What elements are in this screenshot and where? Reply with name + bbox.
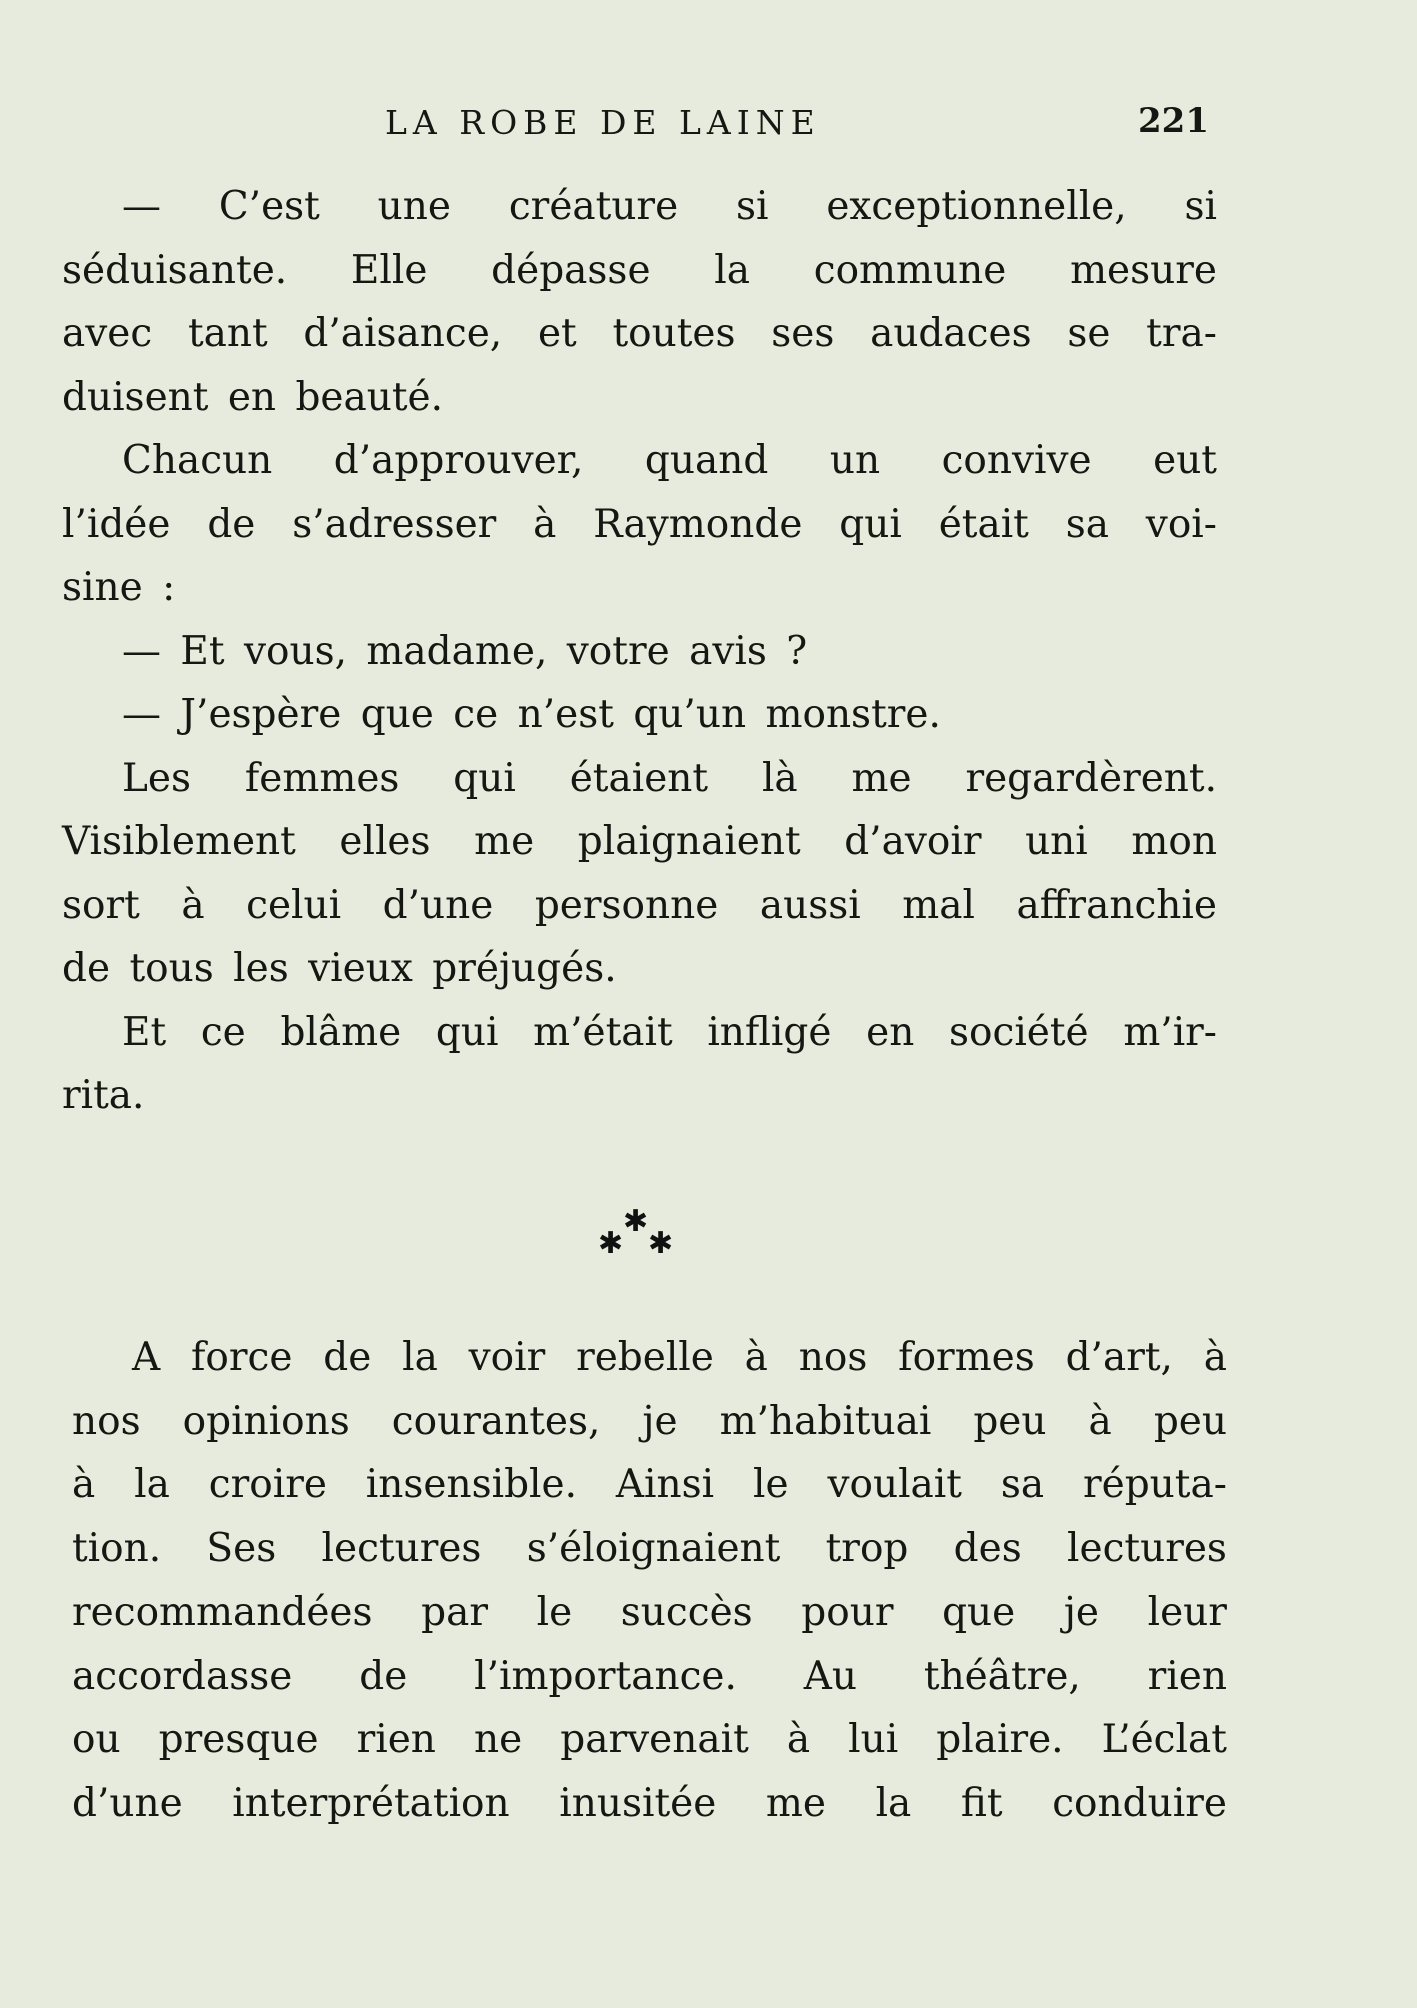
text-line: l’idée de s’adresser à Raymonde qui était sa voi- bbox=[62, 501, 1217, 547]
text-line: recommandées par le succès pour que je leur bbox=[72, 1589, 1227, 1635]
text-line: sort à celui d’une personne aussi mal affranchie bbox=[62, 882, 1217, 928]
text-line: — C’est une créature si exceptionnelle, si bbox=[122, 184, 1217, 229]
text-line: avec tant d’aisance, et toutes ses audaces se tra- bbox=[62, 311, 1217, 356]
text-line: à la croire insensible. Ainsi le voulait sa réputa- bbox=[72, 1462, 1227, 1508]
text-line: Et ce blâme qui m’était infligé en société m’ir- bbox=[122, 1009, 1217, 1055]
text-line: nos opinions courantes, je m’habituai peu à peu bbox=[72, 1398, 1227, 1444]
text-line: Visiblement elles me plaignaient d’avoir uni mon bbox=[62, 819, 1217, 864]
running-title: LA ROBE DE LAINE bbox=[385, 103, 821, 142]
text-line: tion. Ses lectures s’éloignaient trop des lectures bbox=[72, 1526, 1227, 1572]
asterism-star-top: ✱ bbox=[623, 1204, 649, 1239]
text-line: — Et vous, madame, votre avis ? bbox=[122, 628, 808, 674]
text-line: d’une interprétation inusitée me la fit conduire bbox=[72, 1780, 1227, 1826]
text-line: ou presque rien ne parvenait à lui plaire. L’éclat bbox=[72, 1717, 1227, 1763]
text-line: sine : bbox=[62, 565, 176, 610]
text-line: de tous les vieux préjugés. bbox=[62, 946, 617, 991]
text-line: — J’espère que ce n’est qu’un monstre. bbox=[122, 692, 941, 737]
text-line: accordasse de l’importance. Au théâtre, rien bbox=[72, 1653, 1227, 1699]
text-line: A force de la voir rebelle à nos formes d’art, à bbox=[132, 1335, 1227, 1380]
section-break-asterism bbox=[590, 1204, 680, 1267]
text-line: séduisante. Elle dépasse la commune mesure bbox=[62, 247, 1217, 293]
text-line: duisent en beauté. bbox=[62, 374, 444, 420]
asterism-star-left: ✱ bbox=[598, 1226, 624, 1261]
asterism-star-right: ✱ bbox=[648, 1226, 674, 1261]
page-number: 221 bbox=[1138, 101, 1209, 141]
text-line: Les femmes qui étaient là me regardèrent. bbox=[122, 755, 1217, 801]
text-line: Chacun d’approuver, quand un convive eut bbox=[122, 438, 1217, 483]
text-line: rita. bbox=[62, 1073, 145, 1118]
